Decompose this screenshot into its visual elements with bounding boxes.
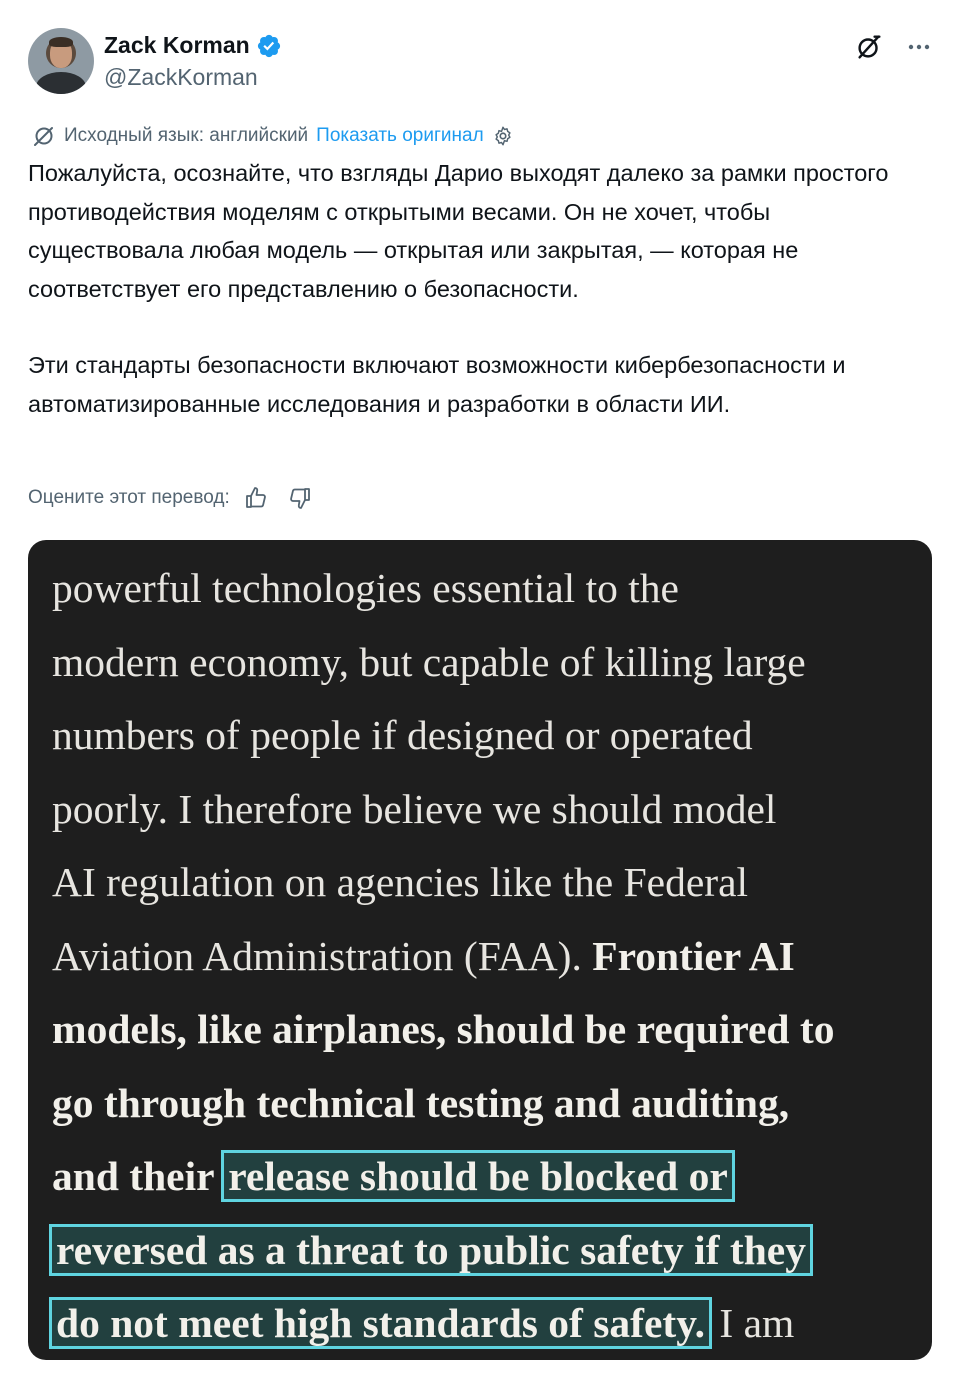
tweet-header [0,0,960,110]
quote-normal-text: AI regulation on agencies like the Federal [52,859,749,905]
thumbs-down-icon[interactable] [288,486,312,510]
thumbs-up-icon[interactable] [244,486,268,510]
tweet-text [28,154,932,423]
verified-badge-icon [256,33,282,59]
gear-icon[interactable] [492,125,514,147]
rate-translation-label: Оцените этот перевод: [28,487,230,508]
tweet-paragraph: Эти стандарты безопасности включают возможности кибербезопасности и автоматизированные исследования и разработки в области ИИ. [28,352,846,417]
author-display-name[interactable]: Zack Korman [104,32,250,58]
quote-line [52,920,922,994]
quote-bold-text: models, like airplanes, should be required to [52,1006,835,1052]
quote-highlight-text: reversed as a threat to public safety if they [52,1227,810,1273]
quoted-text-image[interactable] [28,540,932,1360]
quote-normal-text: poorly. I therefore believe we should model [52,785,777,832]
quote-bold-text: and their [52,1153,225,1199]
quote-highlight-text: do not meet high standards of safety. [52,1300,709,1346]
author-name-row[interactable] [104,32,282,59]
quote-line [52,1287,922,1360]
quote-line [52,846,922,920]
quote-normal-text: numbers of people if designed or operated [52,712,753,758]
translation-bar [32,124,514,148]
grok-icon[interactable] [854,32,884,62]
quote-line [52,1140,922,1214]
quote-line [52,773,922,847]
quote-normal-text: powerful technologies essential to the [52,565,679,611]
author-handle[interactable]: @ZackKorman [104,64,258,90]
quote-line [52,1067,922,1141]
quote-line [52,1214,922,1288]
quote-bold-text: Frontier AI [592,932,795,979]
avatar[interactable] [28,28,94,94]
source-language-label: Исходный язык: английский [64,125,309,146]
quote-tail-text: I am [709,1300,795,1346]
quote-normal-text: modern economy, but capable of killing large [52,638,806,685]
quote-line [52,552,922,626]
quote-text [52,552,922,1360]
more-options-icon[interactable] [906,34,932,60]
translate-icon [32,124,56,148]
quote-line [52,626,922,700]
quote-normal-text: Aviation Administration (FAA). [52,932,593,979]
quote-line [52,993,922,1067]
quote-bold-text: go through technical testing and auditing, [52,1079,790,1126]
tweet-paragraph: Пожалуйста, осознайте, что взгляды Дарио выходят далеко за рамки простого противодействия моделям с открытыми весами. Он не хочет, чтобы существовала любая модель — открытая или закрытая, — которая не соответствует его представлению о безопасности. [28,160,889,302]
rate-translation-row [28,486,312,510]
quote-line [52,699,922,773]
show-original-link[interactable]: Показать оригинал [316,125,484,146]
quote-highlight-text: release should be blocked or [224,1153,732,1199]
